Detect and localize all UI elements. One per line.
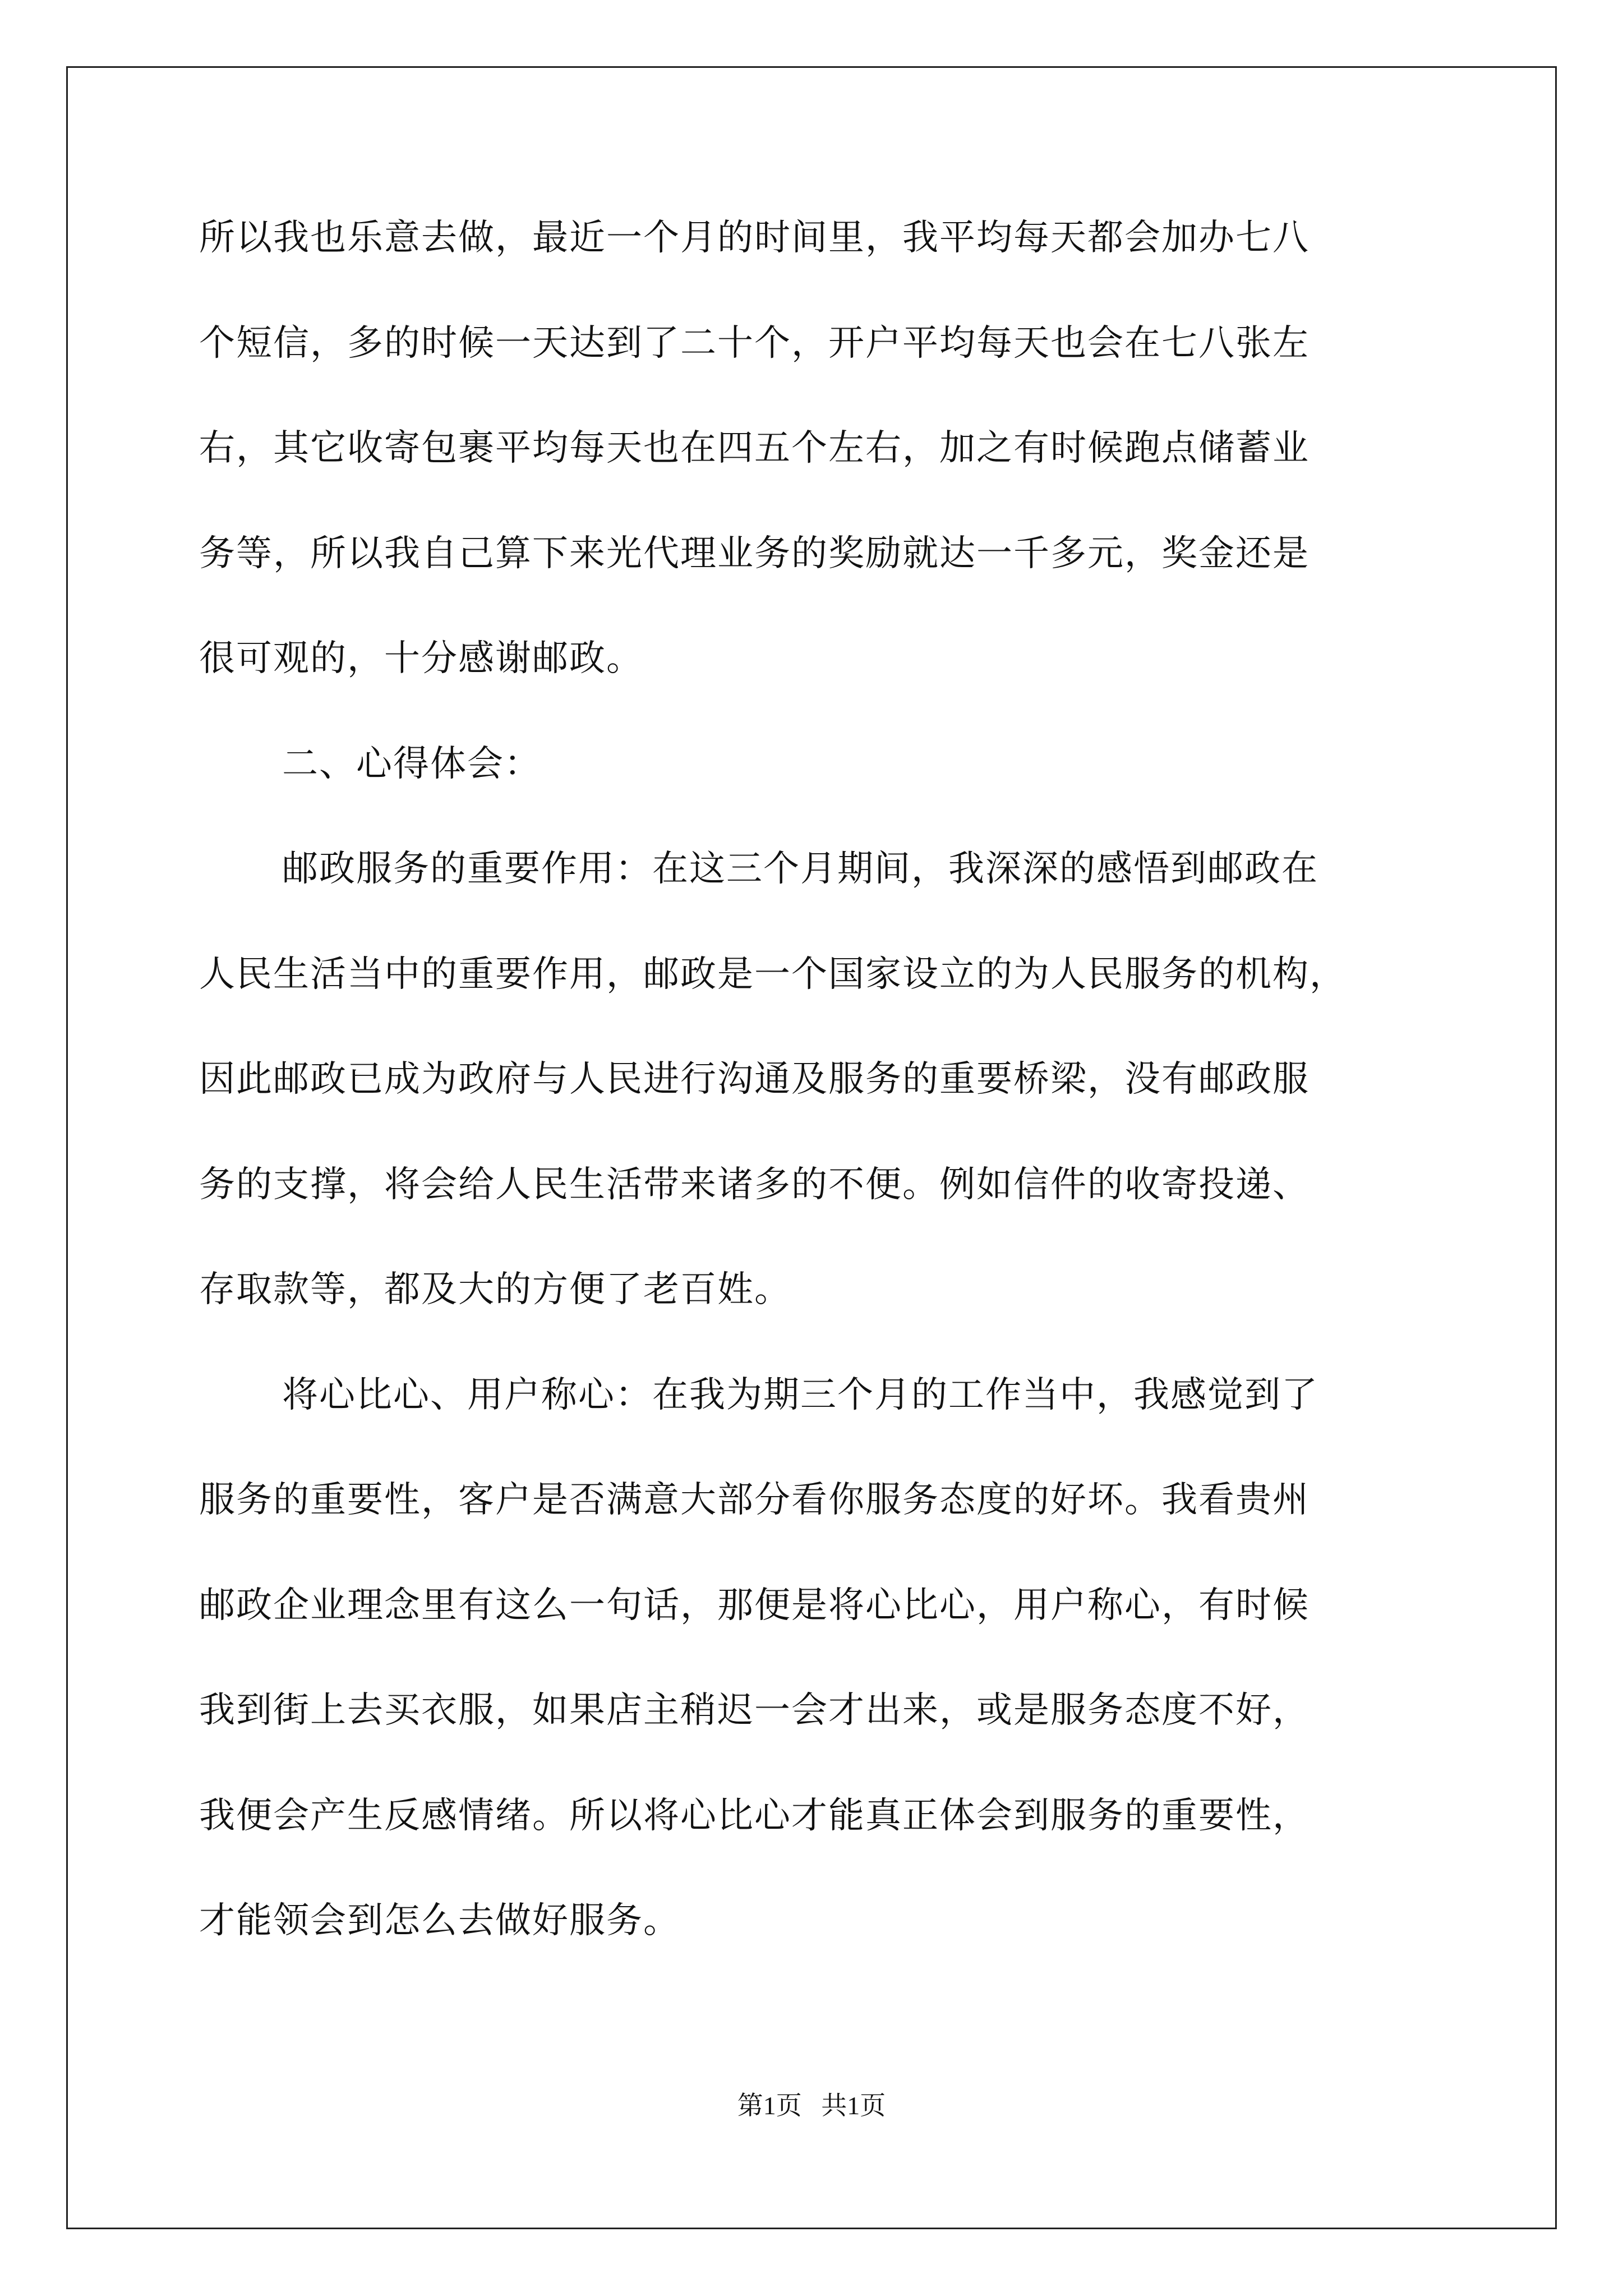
page-footer <box>0 2090 1623 2122</box>
text-line: 邮政服务的重要作用：在这三个月期间，我深深的感悟到邮政在 <box>282 848 1318 890</box>
text-line: 右，其它收寄包裹平均每天也在四五个左右，加之有时候跑点储蓄业 <box>199 427 1310 469</box>
text-line: 将心比心、用户称心：在我为期三个月的工作当中，我感觉到了 <box>282 1374 1318 1416</box>
text-line: 很可观的，十分感谢邮政。 <box>199 638 643 679</box>
text-line: 因此邮政已成为政府与人民进行沟通及服务的重要桥梁，没有邮政服 <box>199 1059 1310 1100</box>
section-heading: 二、心得体会： <box>282 743 541 785</box>
text-line: 人民生活当中的重要作用，邮政是一个国家设立的为人民服务的机构， <box>199 953 1347 995</box>
text-line: 我便会产生反感情绪。所以将心比心才能真正体会到服务的重要性， <box>199 1795 1310 1837</box>
text-line: 邮政企业理念里有这么一句话，那便是将心比心，用户称心，有时候 <box>199 1584 1310 1626</box>
text-line: 服务的重要性，客户是否满意大部分看你服务态度的好坏。我看贵州 <box>199 1479 1310 1521</box>
document-body <box>199 215 1467 2004</box>
text-line: 所以我也乐意去做，最近一个月的时间里，我平均每天都会加办七八 <box>199 217 1310 259</box>
page-number-total: 共1页 <box>821 2091 886 2120</box>
text-line: 我到街上去买衣服，如果店主稍迟一会才出来，或是服务态度不好， <box>199 1690 1310 1731</box>
text-line: 才能领会到怎么去做好服务。 <box>199 1900 680 1941</box>
text-line: 个短信，多的时候一天达到了二十个，开户平均每天也会在七八张左 <box>199 322 1310 364</box>
page-number-current: 第1页 <box>737 2091 802 2120</box>
text-line: 存取款等，都及大的方便了老百姓。 <box>199 1269 791 1310</box>
text-line: 务等，所以我自己算下来光代理业务的奖励就达一千多元，奖金还是 <box>199 532 1310 574</box>
text-line: 务的支撑，将会给人民生活带来诸多的不便。例如信件的收寄投递、 <box>199 1163 1310 1205</box>
